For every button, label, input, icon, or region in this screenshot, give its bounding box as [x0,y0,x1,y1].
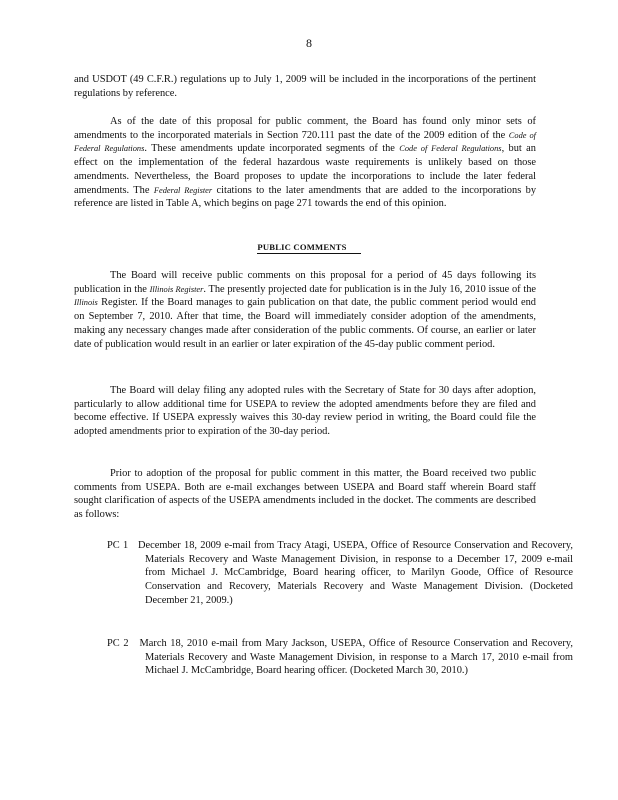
p2-illinois-register: Illinois Register [149,284,204,294]
p1-cfr-title-2: Code of Federal Regulations [399,144,502,154]
comment-pc1-id: PC 1 [107,540,129,551]
paragraph-amendments [74,115,536,211]
paragraph-usdot [74,73,536,100]
paragraph-filing-delay-text: The Board will delay filing any adopted rules with the Secretary of State for 30 days after adoption, particularly to allow additional time for USEPA to review the adopted amendments before they are filed and become effective. If USEPA expressly waives this 30-day review period in writing, the Board could file the adopted amendments prior to expiration of the 30-day period. [74,385,536,438]
p2-illinois: Illinois [74,298,98,308]
p1-text-a: As of the date of this proposal for public comment, the Board has found only minor sets of amendments to the incorporated materials in Section 720.111 past the date of the 2009 edition of the [74,116,536,141]
comment-pc2-text: March 18, 2010 e-mail from Mary Jackson, USEPA, Office of Resource Conservation and Recovery, Materials Recovery and Waste Management Division, in response to a March 17, 2010 e-mail from Michael J. McCambridge, Board hearing officer. (Docketed March 30, 2010.) [139,638,573,677]
p1-text-d: citations to the later amendments that are added to the incorporations by reference are listed in Table A, which begins on page 271 towards the end of this opinion. [74,184,537,210]
p1-text-c: , but an effect on the implementation of the federal hazardous waste requirements is unlikely based on those amendments. Nevertheless, the Board proposes to update the incorporations to include the later federal amendments. The [74,143,536,196]
p1-federal-register: Federal Register [153,185,213,195]
paragraph-usdot-text: and USDOT (49 C.F.R.) regulations up to July 1, 2009 will be included in the incorporations of the pertinent regulations by reference. [74,74,536,99]
section-heading [0,242,618,252]
p2-text-c: Register. If the Board manages to gain publication on that date, the public comment period would end on September 7, 2010. After that time, the Board will immediately consider adoption of the amendments, making any necessary changes made after consideration of the public comments. Of course, an earlier or later date of publication would result in an earlier or later expiration of the 45-day public comment period. [74,297,536,350]
paragraph-filing-delay [74,384,536,439]
paragraph-public-comment-period [74,269,536,351]
paragraph-prior-comments [74,467,536,522]
comment-pc1 [107,539,573,608]
p1-cfr-title-1: Code of Federal Regulations [74,130,536,154]
comment-pc1-text: December 18, 2009 e-mail from Tracy Atagi, USEPA, Office of Resource Conservation and Recovery, Materials Recovery and Waste Management Division, in response to a December 17, 2009 e-mail from Michael J. McCambridge, Board hearing officer, to Marilyn Goode, Office of Resource Conservation and Recovery, Materials Recovery and Waste Management Division. (Docketed December 21, 2009.) [138,540,573,606]
comment-pc2-id: PC 2 [107,638,129,649]
page-number: 8 [306,36,312,50]
paragraph-prior-comments-text: Prior to adoption of the proposal for public comment in this matter, the Board received two public comments from USEPA. Both are e-mail exchanges between USEPA and Board staff wherein Board staff sought clarification of aspects of the USEPA amendments included in the docket. The comments are described as follows: [74,468,536,521]
p1-text-b: . These amendments update incorporated segments of the [144,143,400,155]
p2-text-a: The Board will receive public comments on this proposal for a period of 45 days following its publication in the [74,270,536,295]
comment-pc2 [107,637,573,678]
p2-text-b: . The presently projected date for publication is in the July 16, 2010 issue of the [203,283,537,295]
section-heading-text: PUBLIC COMMENTS [257,242,360,254]
